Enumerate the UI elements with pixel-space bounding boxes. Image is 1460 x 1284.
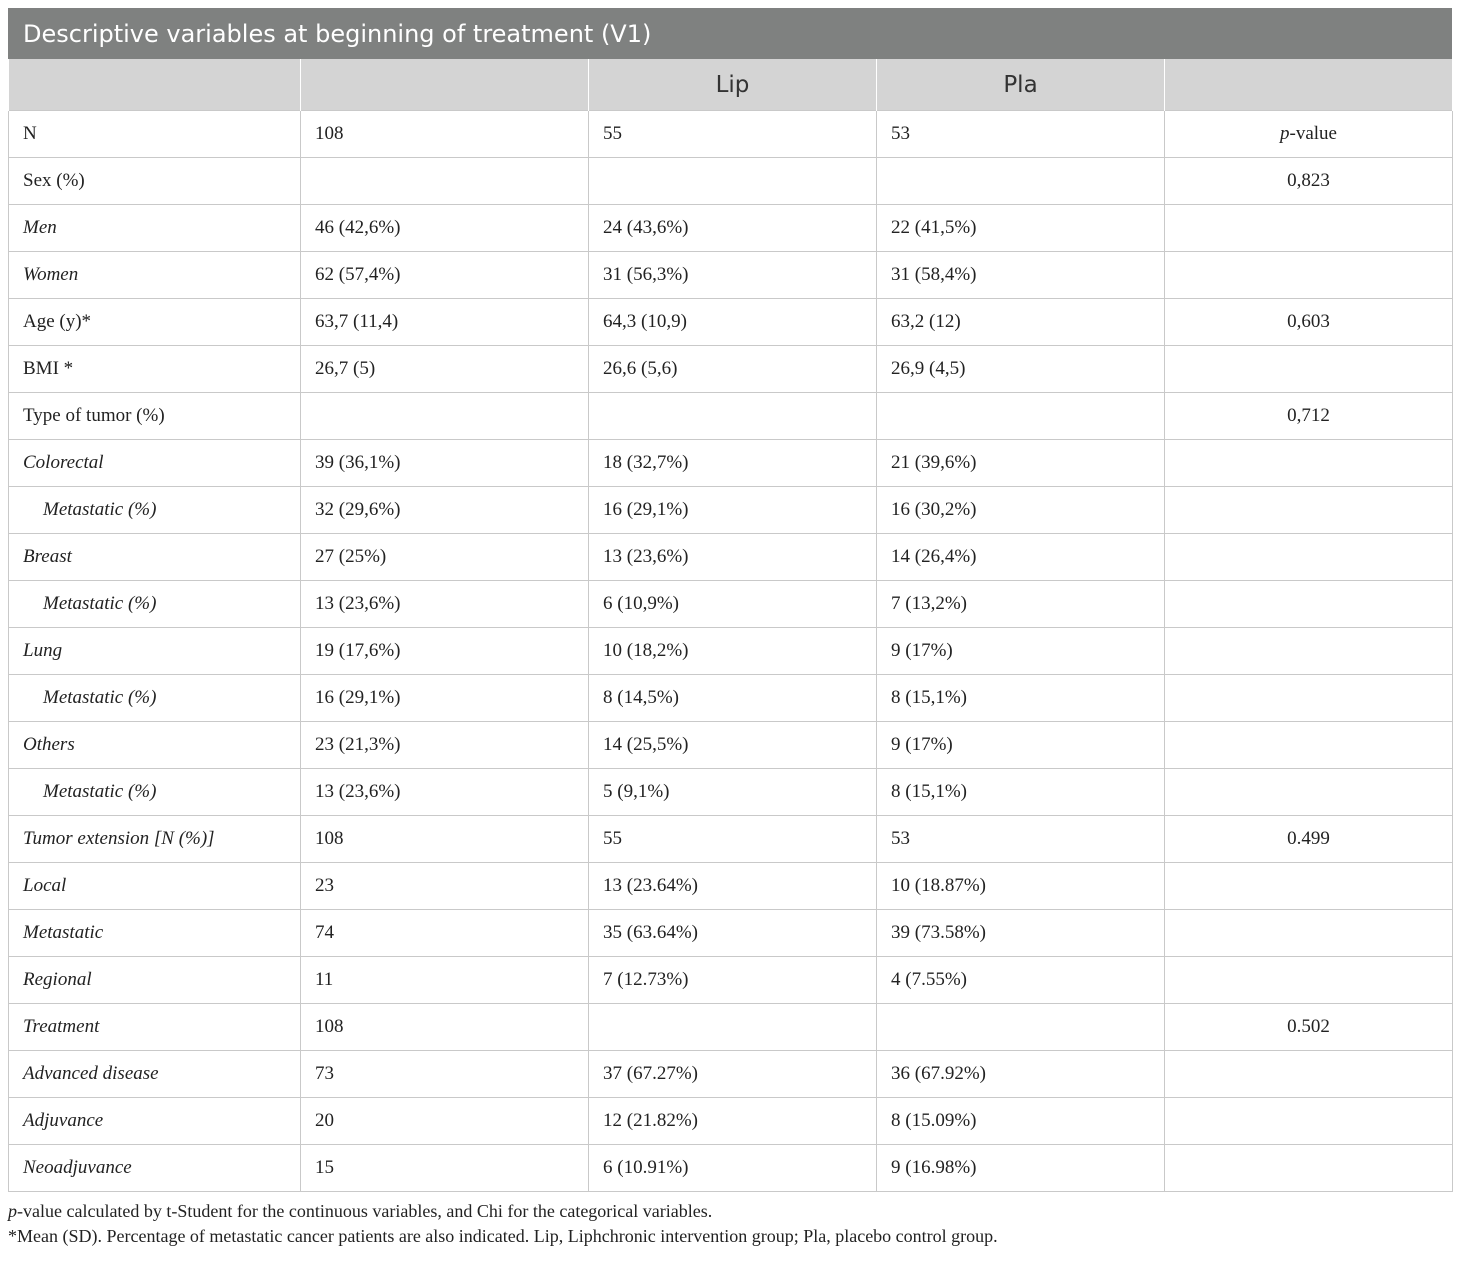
total-cell: 27 (25%) <box>301 534 589 581</box>
lip-cell: 55 <box>589 816 877 863</box>
row-label-cell: Age (y)* <box>9 299 301 346</box>
p-value-cell: p-value <box>1165 111 1453 158</box>
row-label-cell: Metastatic (%) <box>9 487 301 534</box>
row-label-cell: Regional <box>9 957 301 1004</box>
row-label-cell: Men <box>9 205 301 252</box>
total-cell: 108 <box>301 1004 589 1051</box>
total-cell: 63,7 (11,4) <box>301 299 589 346</box>
total-cell: 108 <box>301 111 589 158</box>
lip-cell: 55 <box>589 111 877 158</box>
row-label-cell: Adjuvance <box>9 1098 301 1145</box>
p-value-cell <box>1165 910 1453 957</box>
table-row <box>9 111 1453 158</box>
footnote-pvalue: p-value calculated by t-Student for the continuous variables, and Chi for the categorical variables. <box>8 1201 713 1221</box>
p-value-cell <box>1165 1098 1453 1145</box>
lip-cell: 18 (32,7%) <box>589 440 877 487</box>
p-value-cell <box>1165 769 1453 816</box>
pla-cell: 26,9 (4,5) <box>877 346 1165 393</box>
row-label-cell: Others <box>9 722 301 769</box>
total-cell: 32 (29,6%) <box>301 487 589 534</box>
p-value-cell <box>1165 722 1453 769</box>
pla-cell: 8 (15,1%) <box>877 675 1165 722</box>
table-row <box>9 722 1453 769</box>
p-value-cell <box>1165 346 1453 393</box>
p-value-cell: 0.502 <box>1165 1004 1453 1051</box>
header-cell-lip: Lip <box>589 59 877 111</box>
p-value-cell <box>1165 1145 1453 1192</box>
total-cell <box>301 158 589 205</box>
pla-cell <box>877 393 1165 440</box>
row-label-cell: Tumor extension [N (%)] <box>9 816 301 863</box>
row-label-cell: Neoadjuvance <box>9 1145 301 1192</box>
descriptive-table-container <box>8 8 1452 1249</box>
table-row <box>9 675 1453 722</box>
total-cell: 62 (57,4%) <box>301 252 589 299</box>
row-label-cell: Lung <box>9 628 301 675</box>
p-value-cell: 0.499 <box>1165 816 1453 863</box>
pla-cell: 7 (13,2%) <box>877 581 1165 628</box>
lip-cell: 5 (9,1%) <box>589 769 877 816</box>
total-cell: 46 (42,6%) <box>301 205 589 252</box>
total-cell: 16 (29,1%) <box>301 675 589 722</box>
descriptive-table <box>8 59 1453 1192</box>
total-cell: 23 (21,3%) <box>301 722 589 769</box>
lip-cell: 26,6 (5,6) <box>589 346 877 393</box>
pla-cell: 31 (58,4%) <box>877 252 1165 299</box>
pla-cell <box>877 158 1165 205</box>
p-value-cell <box>1165 487 1453 534</box>
header-cell-total <box>301 59 589 111</box>
row-label-cell: BMI * <box>9 346 301 393</box>
table-row <box>9 957 1453 1004</box>
pla-cell: 63,2 (12) <box>877 299 1165 346</box>
pla-cell: 8 (15,1%) <box>877 769 1165 816</box>
p-value-cell: 0,823 <box>1165 158 1453 205</box>
lip-cell: 35 (63.64%) <box>589 910 877 957</box>
row-label-cell: Metastatic (%) <box>9 581 301 628</box>
pla-cell: 53 <box>877 816 1165 863</box>
lip-cell: 37 (67.27%) <box>589 1051 877 1098</box>
total-cell: 23 <box>301 863 589 910</box>
row-label-cell: Advanced disease <box>9 1051 301 1098</box>
table-row <box>9 628 1453 675</box>
lip-cell: 8 (14,5%) <box>589 675 877 722</box>
table-row <box>9 1098 1453 1145</box>
p-value-cell <box>1165 1051 1453 1098</box>
total-cell: 11 <box>301 957 589 1004</box>
row-label-cell: Metastatic <box>9 910 301 957</box>
p-value-cell <box>1165 863 1453 910</box>
pla-cell: 21 (39,6%) <box>877 440 1165 487</box>
total-cell: 26,7 (5) <box>301 346 589 393</box>
lip-cell <box>589 158 877 205</box>
total-cell: 108 <box>301 816 589 863</box>
pla-cell: 36 (67.92%) <box>877 1051 1165 1098</box>
lip-cell: 14 (25,5%) <box>589 722 877 769</box>
pla-cell: 22 (41,5%) <box>877 205 1165 252</box>
pla-cell: 8 (15.09%) <box>877 1098 1165 1145</box>
p-value-cell <box>1165 628 1453 675</box>
pla-cell: 9 (16.98%) <box>877 1145 1165 1192</box>
pla-cell: 53 <box>877 111 1165 158</box>
total-cell: 39 (36,1%) <box>301 440 589 487</box>
p-value-cell <box>1165 957 1453 1004</box>
row-label-cell: Treatment <box>9 1004 301 1051</box>
table-row <box>9 1051 1453 1098</box>
pla-cell: 14 (26,4%) <box>877 534 1165 581</box>
header-cell-variable <box>9 59 301 111</box>
table-row <box>9 863 1453 910</box>
table-row <box>9 1145 1453 1192</box>
pla-cell: 9 (17%) <box>877 722 1165 769</box>
table-title: Descriptive variables at beginning of treatment (V1) <box>8 8 1452 59</box>
table-row <box>9 769 1453 816</box>
table-row <box>9 581 1453 628</box>
footnote-mean-sd: *Mean (SD). Percentage of metastatic cancer patients are also indicated. Lip, Liphchronic intervention group; Pla, placebo control group. <box>8 1226 998 1246</box>
table-row <box>9 816 1453 863</box>
lip-cell: 13 (23.64%) <box>589 863 877 910</box>
lip-cell: 12 (21.82%) <box>589 1098 877 1145</box>
table-row <box>9 299 1453 346</box>
row-label-cell: N <box>9 111 301 158</box>
table-row <box>9 910 1453 957</box>
table-row <box>9 487 1453 534</box>
lip-cell: 24 (43,6%) <box>589 205 877 252</box>
row-label-cell: Sex (%) <box>9 158 301 205</box>
table-body <box>9 111 1453 1192</box>
total-cell <box>301 393 589 440</box>
p-value-cell <box>1165 534 1453 581</box>
total-cell: 13 (23,6%) <box>301 581 589 628</box>
p-value-cell <box>1165 440 1453 487</box>
row-label-cell: Women <box>9 252 301 299</box>
p-value-cell: 0,603 <box>1165 299 1453 346</box>
row-label-cell: Metastatic (%) <box>9 675 301 722</box>
p-value-cell <box>1165 205 1453 252</box>
p-value-cell <box>1165 675 1453 722</box>
lip-cell: 64,3 (10,9) <box>589 299 877 346</box>
lip-cell <box>589 393 877 440</box>
table-row <box>9 534 1453 581</box>
lip-cell <box>589 1004 877 1051</box>
pla-cell: 39 (73.58%) <box>877 910 1165 957</box>
lip-cell: 6 (10,9%) <box>589 581 877 628</box>
lip-cell: 7 (12.73%) <box>589 957 877 1004</box>
lip-cell: 6 (10.91%) <box>589 1145 877 1192</box>
row-label-cell: Metastatic (%) <box>9 769 301 816</box>
lip-cell: 10 (18,2%) <box>589 628 877 675</box>
pla-cell: 16 (30,2%) <box>877 487 1165 534</box>
total-cell: 15 <box>301 1145 589 1192</box>
total-cell: 19 (17,6%) <box>301 628 589 675</box>
row-label-cell: Colorectal <box>9 440 301 487</box>
header-row <box>9 59 1453 111</box>
table-row <box>9 1004 1453 1051</box>
table-row <box>9 393 1453 440</box>
footnotes <box>8 1199 1452 1249</box>
table-row <box>9 440 1453 487</box>
pla-cell: 9 (17%) <box>877 628 1165 675</box>
p-value-cell <box>1165 252 1453 299</box>
lip-cell: 16 (29,1%) <box>589 487 877 534</box>
pla-cell: 4 (7.55%) <box>877 957 1165 1004</box>
lip-cell: 13 (23,6%) <box>589 534 877 581</box>
row-label-cell: Type of tumor (%) <box>9 393 301 440</box>
header-cell-pvalue <box>1165 59 1453 111</box>
total-cell: 20 <box>301 1098 589 1145</box>
row-label-cell: Local <box>9 863 301 910</box>
total-cell: 73 <box>301 1051 589 1098</box>
total-cell: 74 <box>301 910 589 957</box>
pla-cell <box>877 1004 1165 1051</box>
table-row <box>9 205 1453 252</box>
total-cell: 13 (23,6%) <box>301 769 589 816</box>
header-cell-pla: Pla <box>877 59 1165 111</box>
p-value-cell: 0,712 <box>1165 393 1453 440</box>
table-row <box>9 252 1453 299</box>
table-row <box>9 158 1453 205</box>
lip-cell: 31 (56,3%) <box>589 252 877 299</box>
row-label-cell: Breast <box>9 534 301 581</box>
table-row <box>9 346 1453 393</box>
p-value-cell <box>1165 581 1453 628</box>
pla-cell: 10 (18.87%) <box>877 863 1165 910</box>
